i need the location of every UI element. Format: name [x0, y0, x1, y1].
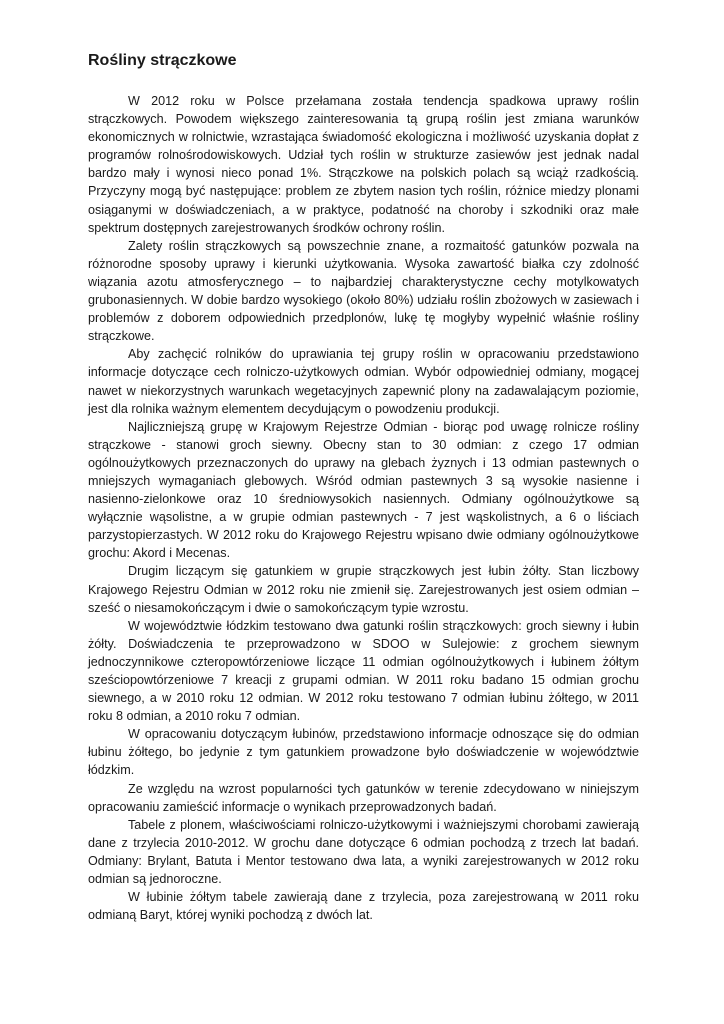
paragraph: Aby zachęcić rolników do uprawiania tej grupy roślin w opracowaniu przedstawiono informacje dotyczące cech rolniczo-użytkowych odmian. Wybór odpowiedniej odmiany, mogącej nawet w niekorzystnych warunkach wegetacyjnych zapewnić plony na zadawalającym poziomie, jest dla rolnika ważnym elementem decydującym o powodzeniu produkcji.: [88, 347, 639, 416]
document-title: Rośliny strączkowe: [88, 52, 237, 69]
paragraph: W łubinie żółtym tabele zawierają dane z trzylecia, poza zarejestrowaną w 2011 roku odmianą Baryt, której wyniki pochodzą z dwóch lat.: [88, 890, 639, 923]
paragraph: W opracowaniu dotyczącym łubinów, przedstawiono informacje odnoszące się do odmian łubinu żółtego, bo jedynie z tym gatunkiem prowadzone było doświadczenie w województwie łódzkim.: [88, 727, 639, 778]
document-body: [88, 92, 639, 924]
paragraph: Zalety roślin strączkowych są powszechnie znane, a rozmaitość gatunków pozwala na różnorodne sposoby uprawy i kierunki użytkowania. Wysoka zawartość białka czy zdolność wiązania azotu atmosferycznego – to najbardziej charakterystyczne cechy motylkowatych grubonasiennych. W dobie bardzo wysokiego (około 80%) udziału roślin zbożowych w zasiewach i problemów z doborem odpowiednich przedplonów, lukę tę mogłyby wypełnić właśnie rośliny strączkowe.: [88, 238, 639, 344]
paragraph: Ze względu na wzrost popularności tych gatunków w terenie zdecydowano w niniejszym opracowaniu zamieścić informacje o wynikach przeprowadzonych badań.: [88, 781, 639, 814]
paragraph: Najliczniejszą grupę w Krajowym Rejestrze Odmian - biorąc pod uwagę rolnicze rośliny strączkowe - stanowi groch siewny. Obecny stan to 30 odmian: z czego 17 odmian ogólnoużytkowych przeznaczonych do uprawy na glebach żyznych i 13 odmian pastewnych o mniejszych wymaganiach glebowych. Wśród odmian pastewnych 3 są wysokie nasienne i nasienno-zielonkowe oraz 10 średniowysokich nasiennych. Odmiany ogólnoużytkowe są wyłącznie wąsolistne, a w grupie odmian pastewnych - 7 jest wąskolistnych, a 6 o liściach parzystopierzastych. W 2012 roku do Krajowego Rejestru wpisano dwie odmiany ogólnoużytkowe grochu: Akord i Mecenas.: [88, 419, 639, 561]
paragraph: W 2012 roku w Polsce przełamana została tendencja spadkowa uprawy roślin strączkowych. Powodem większego zainteresowania tą grupą roślin jest zmiana warunków ekonomicznych w rolnictwie, wzrastająca świadomość ekologiczna i możliwość uzyskania dopłat z programów rolnośrodowiskowych. Udział tych roślin w strukturze zasiewów jest jednak nadal bardzo mały i wynosi nieco ponad 1%. Strączkowe na polskich polach są wciąż rzadkością. Przyczyny mogą być następujące: problem ze zbytem nasion tych roślin, różnice miedzy plonami osiąganymi w doświadczeniach, a w praktyce, podatność na choroby i szkodniki oraz małe spektrum dostępnych zarejestrowanych środków ochrony roślin.: [88, 94, 639, 235]
paragraph: W województwie łódzkim testowano dwa gatunki roślin strączkowych: groch siewny i łubin żółty. Doświadczenia te przeprowadzono w SDOO w Sulejowie: z grochem siewnym jednoczynnikowe czteropowtórzeniowe liczące 11 odmian ogólnoużytkowych i łubinem żółtym sześciopowtórzeniowe 7 kreacji z grupami odmian. W 2011 roku badano 15 odmian grochu siewnego, a w 2010 roku 12 odmian. W 2012 roku testowano 7 odmian łubinu żółtego, w 2011 roku 8 odmian, a 2010 roku 7 odmian.: [88, 618, 639, 724]
paragraph: Drugim liczącym się gatunkiem w grupie strączkowych jest łubin żółty. Stan liczbowy Krajowego Rejestru Odmian w 2012 roku nie zmienił się. Zarejestrowanych jest osiem odmian – sześć o niesamokończącym i dwie o samokończącym typie wzrostu.: [88, 564, 639, 615]
paragraph: Tabele z plonem, właściwościami rolniczo-użytkowymi i ważniejszymi chorobami zawierają dane z trzylecia 2010-2012. W grochu dane dotyczące 6 odmian pochodzą z trzech lat badań. Odmiany: Brylant, Batuta i Mentor testowano dwa lata, a wyniki zarejestrowanych w 2012 roku odmian są jednoroczne.: [88, 817, 639, 887]
